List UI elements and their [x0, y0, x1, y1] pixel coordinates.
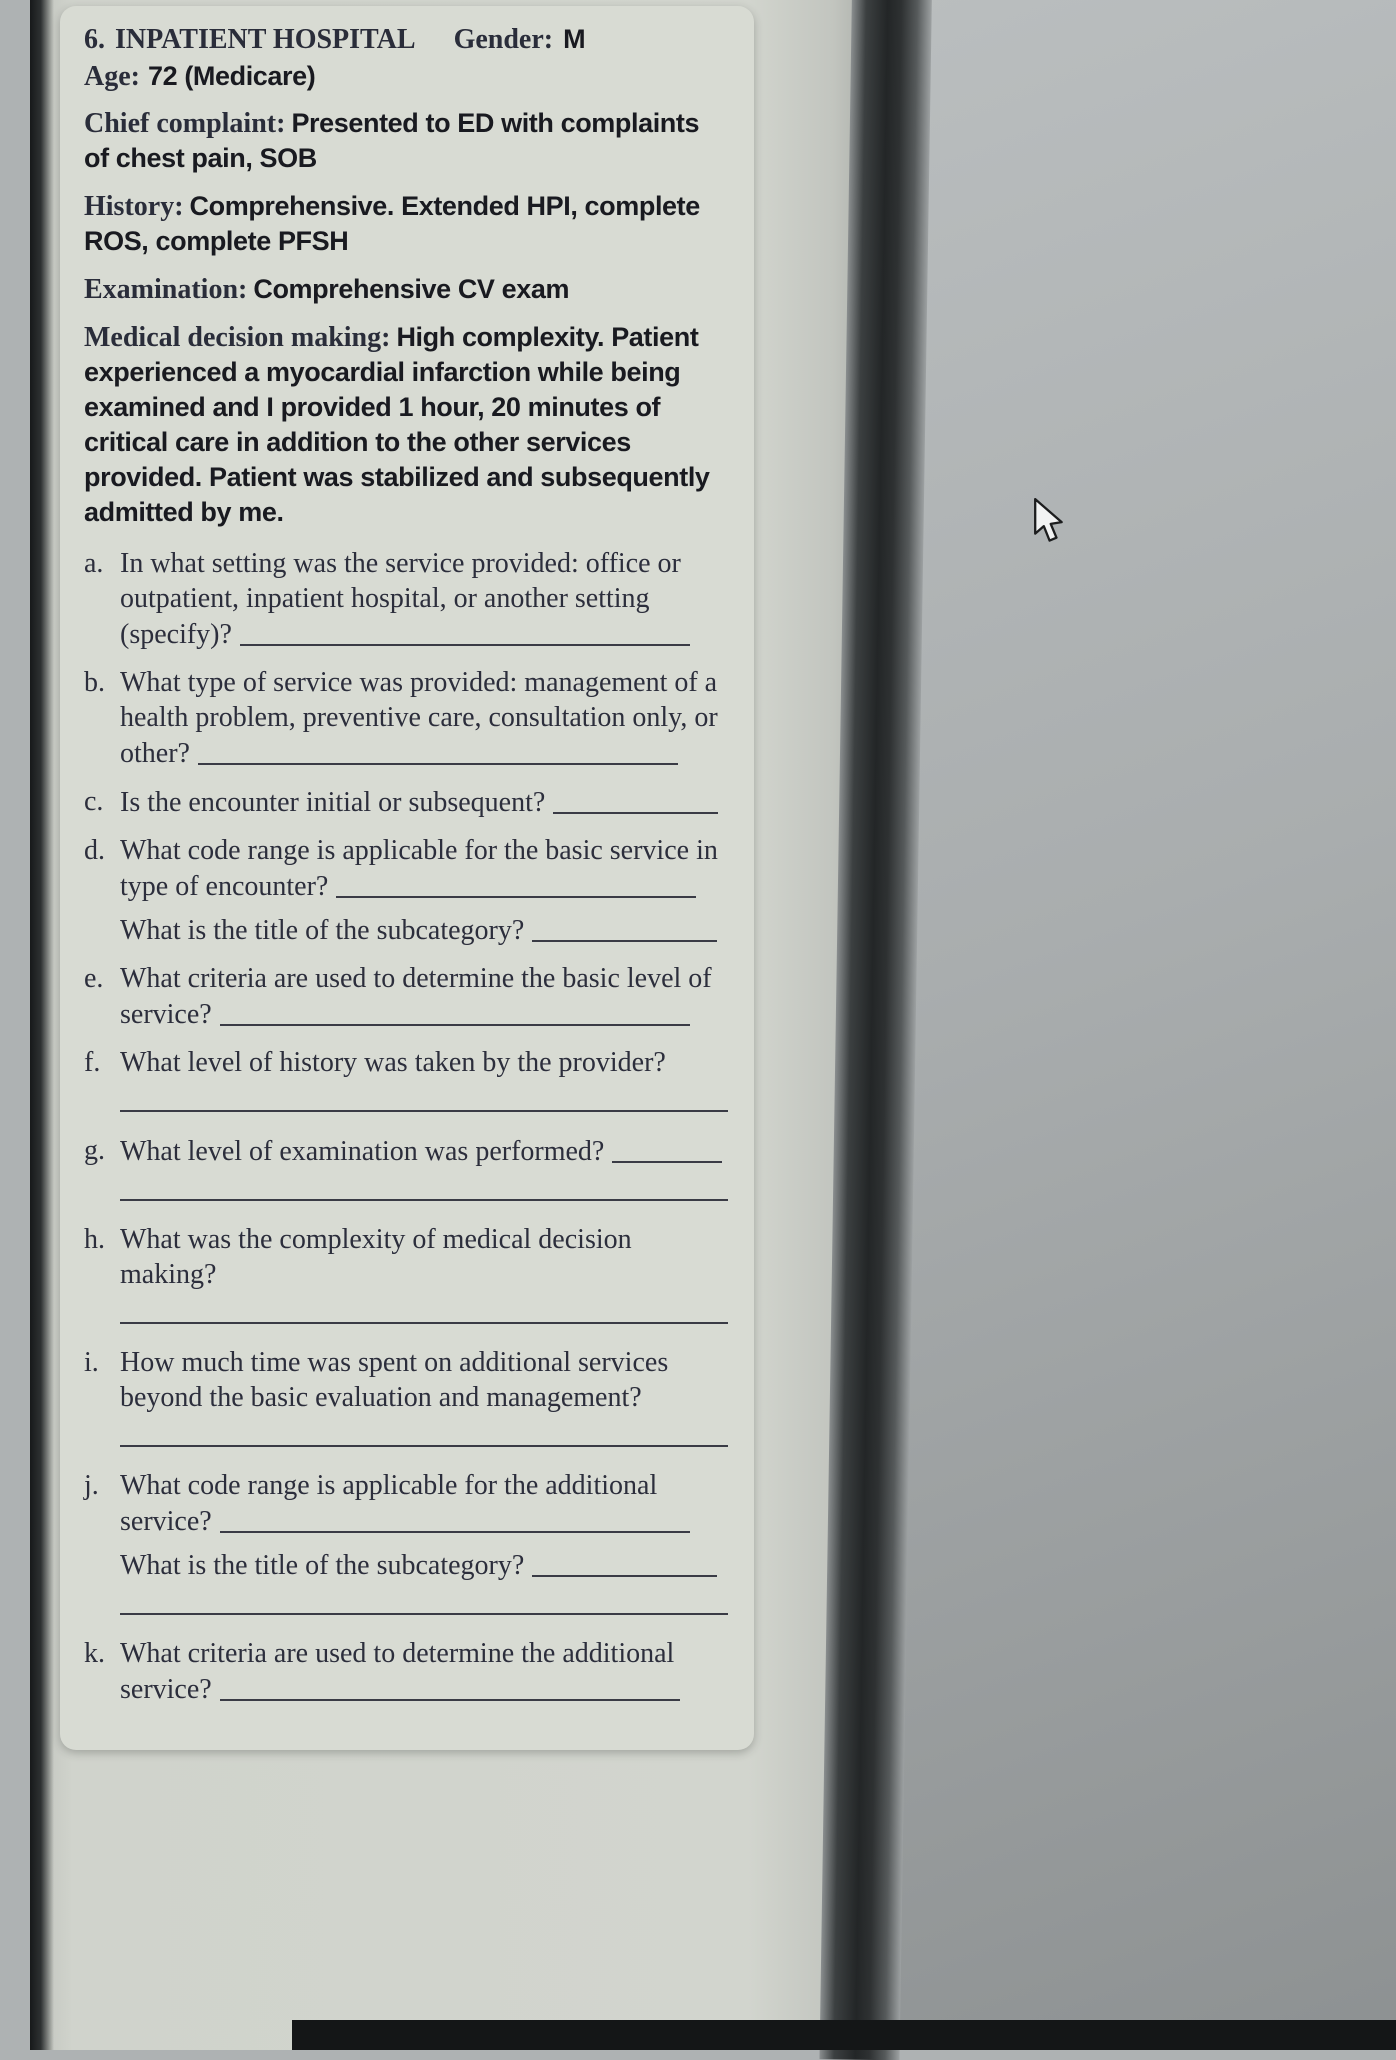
- question-body: [120, 961, 728, 1032]
- sub-answer-blank-inline: [532, 912, 717, 942]
- case-number: 6.: [84, 24, 105, 55]
- answer-blank-inline: [220, 1671, 680, 1701]
- question-body: [120, 665, 728, 771]
- answer-blank-inline: [612, 1133, 722, 1163]
- sub-question: [120, 1547, 728, 1615]
- mouse-cursor-icon: [1032, 498, 1066, 544]
- answer-blank-inline: [220, 1503, 690, 1533]
- answer-blank-full: [120, 1199, 728, 1201]
- question-letter: g.: [84, 1135, 105, 1166]
- question-text: What level of examination was performed?: [120, 1136, 605, 1167]
- question-text-line: [120, 784, 728, 820]
- question-text: What criteria are used to determine the additional service?: [120, 1638, 675, 1705]
- question-text: What code range is applicable for the basic service in type of encounter?: [120, 835, 718, 902]
- field-value: Presented to ED with complaints of chest pain, SOB: [84, 108, 700, 173]
- question-text-line: [120, 961, 728, 1032]
- question-item: [84, 546, 728, 652]
- question-text-line: [120, 665, 728, 771]
- case-fields: [84, 106, 728, 530]
- gender-label: Gender:: [453, 24, 554, 55]
- question-text-line: [120, 1133, 728, 1169]
- question-text-line: [120, 1222, 728, 1292]
- gender-value: M: [563, 24, 586, 54]
- field-value: Comprehensive CV exam: [253, 274, 570, 304]
- question-item: [84, 784, 728, 820]
- page-gutter-shadow: [30, 0, 54, 2050]
- answer-blank-inline: [240, 616, 690, 646]
- age-row: [84, 59, 728, 94]
- question-item: [84, 1468, 728, 1623]
- answer-blank-inline: [336, 868, 696, 898]
- question-item: [84, 833, 728, 948]
- question-body: [120, 1045, 728, 1120]
- question-item: [84, 1345, 728, 1455]
- answer-blank-inline: [220, 996, 690, 1026]
- question-text: How much time was spent on additional services beyond the basic evaluation and management?: [120, 1347, 669, 1413]
- question-letter: k.: [84, 1638, 105, 1669]
- screen-background: [850, 0, 1396, 2050]
- case-header: [84, 22, 728, 57]
- question-list: [84, 546, 728, 1707]
- question-text-line: [120, 546, 728, 652]
- question-letter: d.: [84, 835, 105, 866]
- question-body: [120, 546, 728, 652]
- field-value: High complexity. Patient experienced a myocardial infarction while being examined and I provided 1 hour, 20 minutes of critical care in addition to the other services provided. Patient was stabilized and subsequently admitted by me.: [84, 322, 710, 527]
- question-text-line: [120, 833, 728, 904]
- answer-blank-inline: [198, 735, 678, 765]
- answer-blank-full: [120, 1445, 728, 1447]
- question-letter: c.: [84, 786, 104, 817]
- question-item: [84, 1045, 728, 1120]
- age-value: 72 (Medicare): [147, 61, 316, 91]
- question-body: [120, 1345, 728, 1455]
- sub-question-text: What is the title of the subcategory?: [120, 915, 525, 946]
- question-letter: i.: [84, 1347, 99, 1378]
- question-item: [84, 1133, 728, 1209]
- question-body: [120, 1222, 728, 1332]
- record-field: [84, 320, 728, 530]
- question-text: What code range is applicable for the additional service?: [120, 1470, 658, 1537]
- question-letter: a.: [84, 548, 104, 579]
- field-label: Examination:: [84, 274, 248, 305]
- answer-blank-inline: [553, 784, 718, 814]
- question-item: [84, 961, 728, 1032]
- question-body: [120, 1468, 728, 1623]
- question-body: [120, 1636, 728, 1707]
- case-title: INPATIENT HOSPITAL: [115, 24, 416, 55]
- question-letter: e.: [84, 963, 104, 994]
- question-body: [120, 1133, 728, 1209]
- sub-answer-blank-inline: [532, 1547, 717, 1577]
- sub-answer-blank-full: [120, 1613, 728, 1615]
- sub-question: [120, 912, 728, 948]
- bottom-dark-bar: [292, 2020, 1396, 2050]
- record-field: [84, 189, 728, 259]
- question-letter: j.: [84, 1470, 99, 1501]
- answer-blank-full: [120, 1110, 728, 1112]
- question-text: Is the encounter initial or subsequent?: [120, 787, 546, 818]
- sub-question-text: What is the title of the subcategory?: [120, 1550, 525, 1581]
- record-field: [84, 272, 728, 307]
- question-item: [84, 1636, 728, 1707]
- question-text-line: [120, 1468, 728, 1539]
- question-text: What was the complexity of medical decision making?: [120, 1224, 632, 1290]
- question-text-line: [120, 1636, 728, 1707]
- answer-blank-full: [120, 1322, 728, 1324]
- question-text: What level of history was taken by the provider?: [120, 1047, 666, 1078]
- record-field: [84, 106, 728, 176]
- question-text: What criteria are used to determine the basic level of service?: [120, 963, 712, 1030]
- field-label: History:: [84, 191, 184, 222]
- question-letter: b.: [84, 667, 105, 698]
- case-study-card: [60, 6, 754, 1750]
- age-label: Age:: [84, 61, 140, 92]
- question-letter: f.: [84, 1047, 101, 1078]
- question-text: What type of service was provided: management of a health problem, preventive care, consultation only, or other?: [120, 667, 718, 769]
- question-letter: h.: [84, 1224, 105, 1255]
- question-item: [84, 665, 728, 771]
- field-value: Comprehensive. Extended HPI, complete ROS, complete PFSH: [84, 191, 700, 256]
- field-label: Chief complaint:: [84, 108, 286, 139]
- question-body: [120, 784, 728, 820]
- question-item: [84, 1222, 728, 1332]
- question-body: [120, 833, 728, 948]
- field-label: Medical decision making:: [84, 322, 391, 353]
- question-text: In what setting was the service provided: office or outpatient, inpatient hospital, or another setting (specify)?: [120, 548, 681, 650]
- question-text-line: [120, 1345, 728, 1415]
- question-text-line: [120, 1045, 728, 1080]
